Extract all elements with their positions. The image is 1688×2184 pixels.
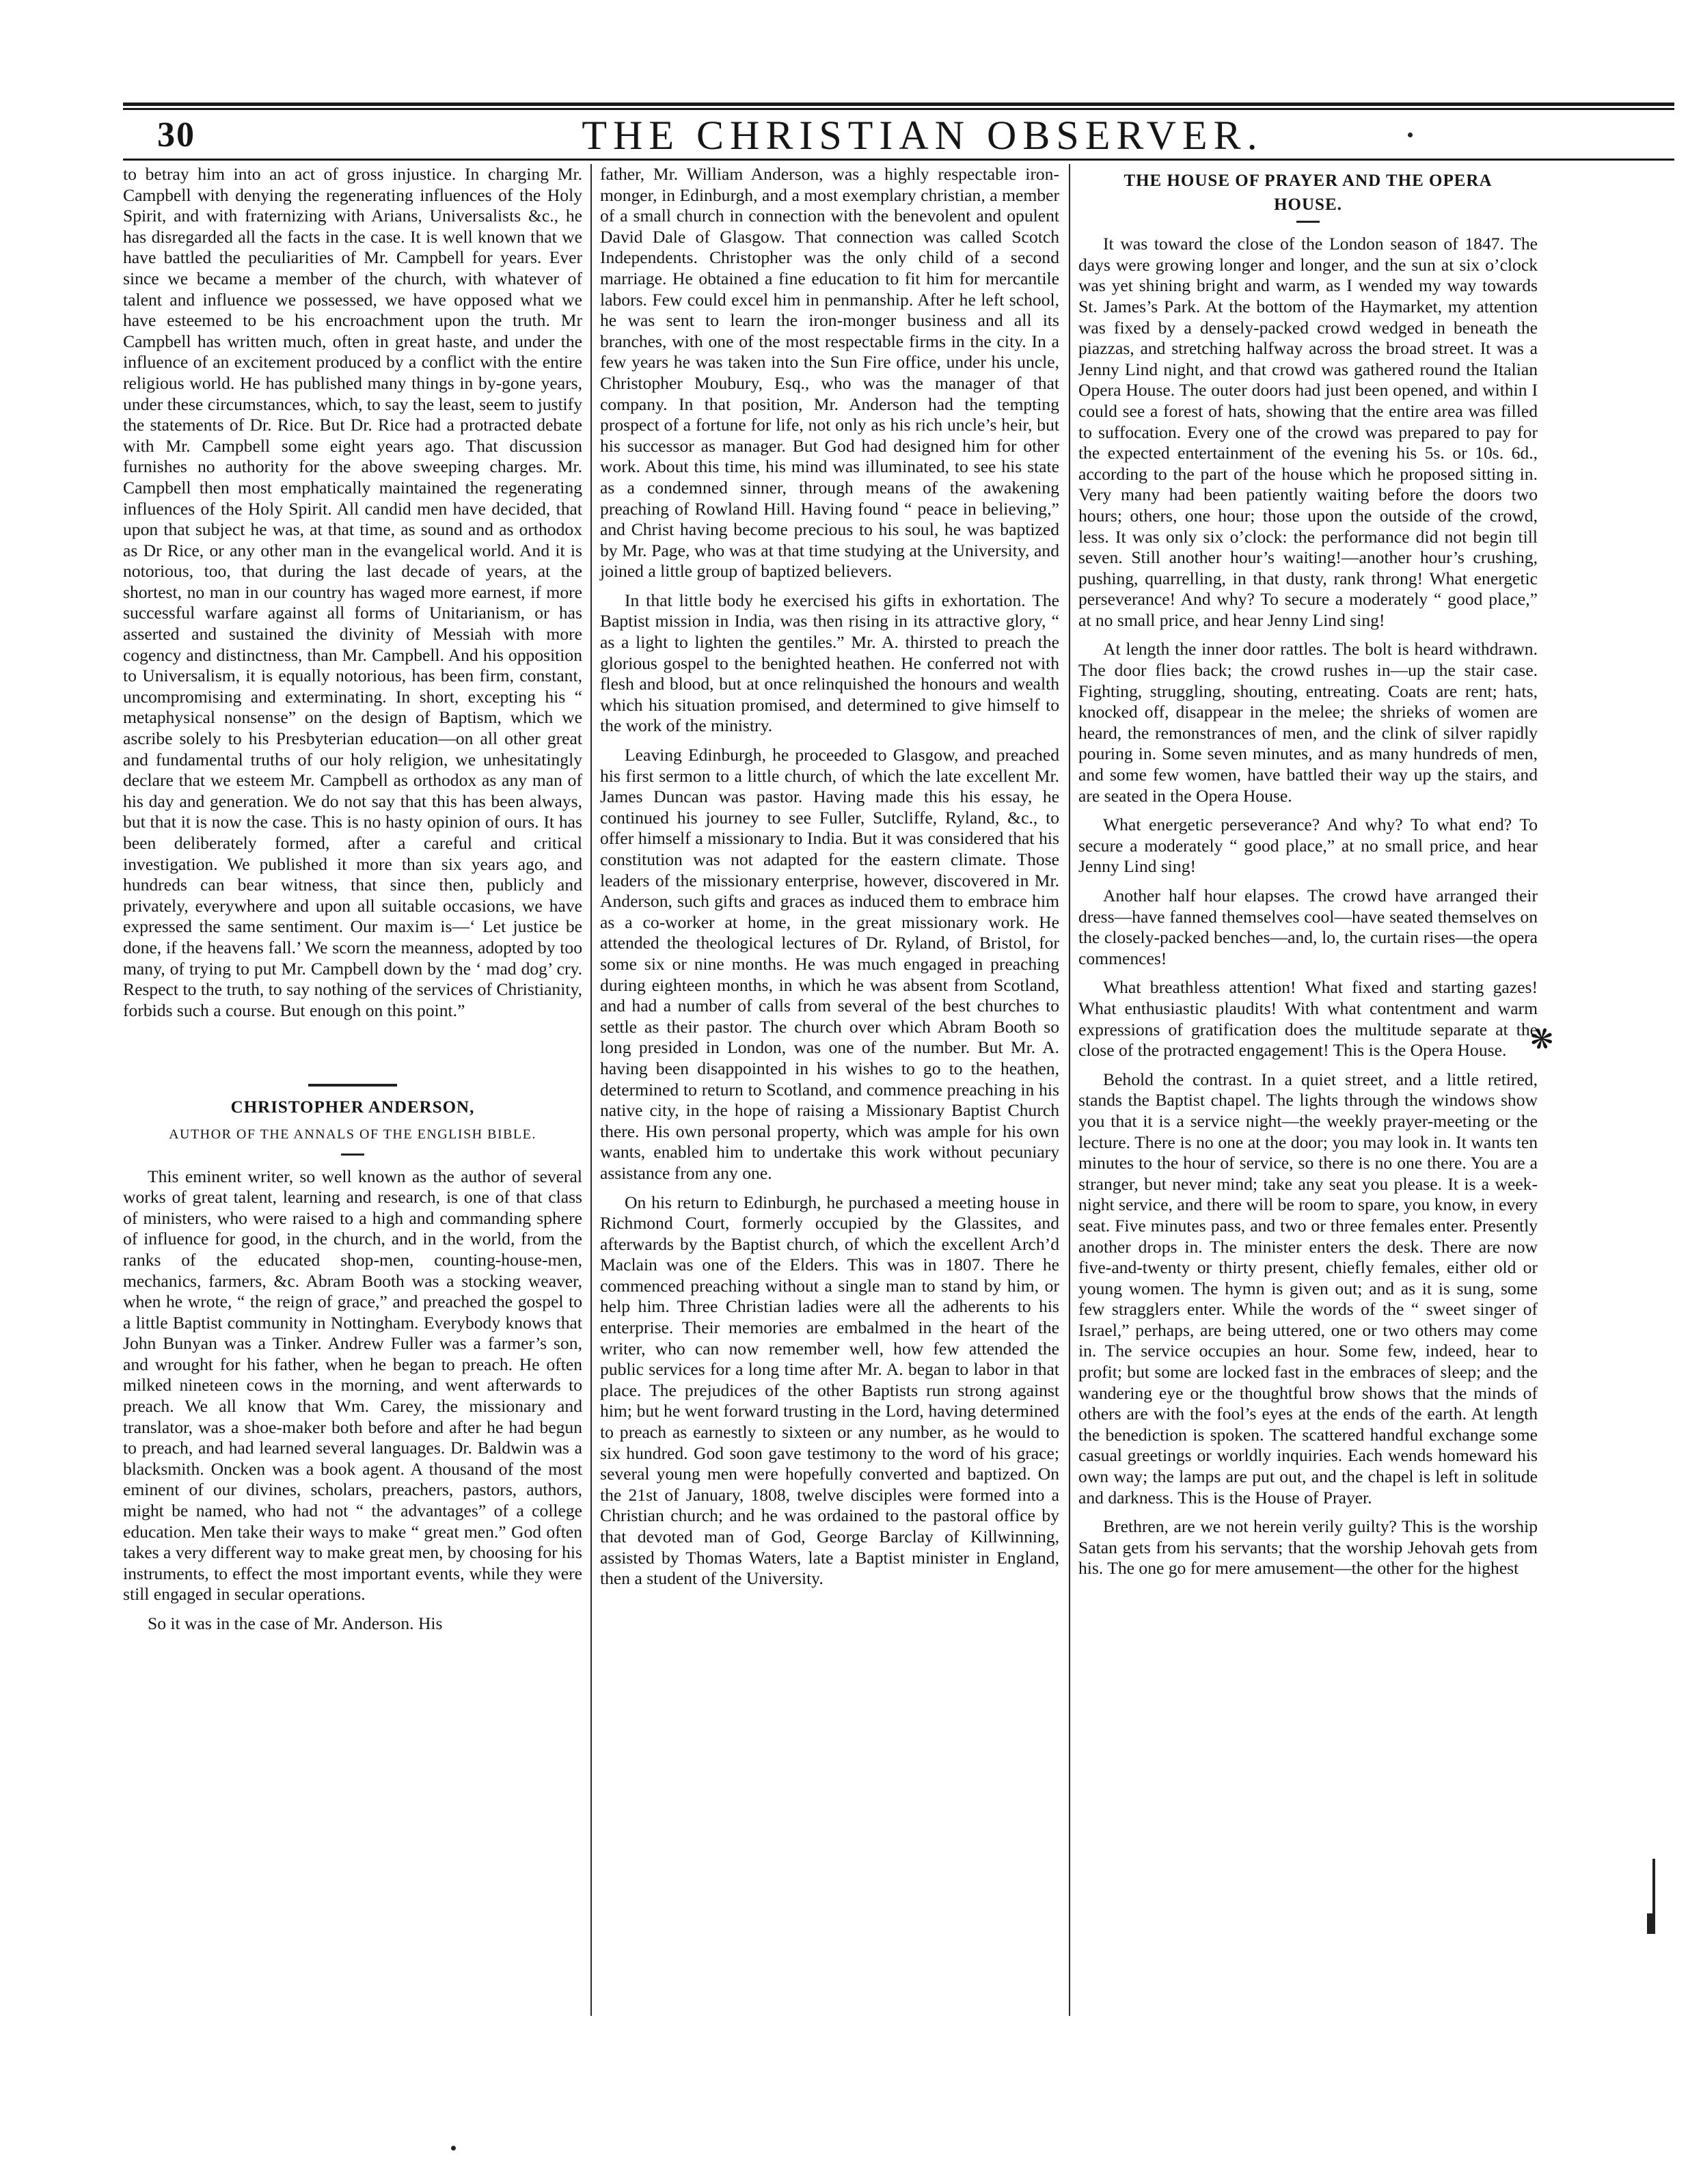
- article-text: This eminent writer, so well known as the author of several works of great talent, learning and research, is one of that class of ministers, who were raised to a high and commanding sphere of influence for good, in the church, and in the world, from the ranks of the educated shop-men, counting-house-men, mechanics, farmers, &c. Abram Booth was a stocking weaver, when he wrote, “ the reign of grace,” and preached the gospel to a little Baptist community in Nottingham. Everybody knows that John Bunyan was a Tinker. Andrew Fuller was a farmer’s son, and wrought for his father, when he began to preach. He often milked nineteen cows in the morning, and went afterwards to preach. We all know that Wm. Carey, the missionary and translator, was a shoe-maker both before and after he had begun to preach, and had learned several languages. Dr. Baldwin was a blacksmith. Oncken was a book agent. A thousand of the most eminent of our divines, scholars, preachers, pastors, authors, might be named, who had not “ the advantages” of a college education. Men take their ways to make “ great men.” God often takes a very different way to make great men, by choosing for his instruments, to effect the most important events, while they were still engaged in secular operations.: [123, 1166, 582, 1605]
- article-text: Leaving Edinburgh, he proceeded to Glasgow, and preached his first sermon to a little church, of which the late excellent Mr. James Duncan was pastor. Having made this his essay, he continued his journey to see Fuller, Sutcliffe, Ryland, &c., to offer himself a missionary to India. But it was considered that his constitution was not adapted for the eastern climate. Those leaders of the missionary enterprise, however, discovered in Mr. Anderson, such gifts and graces as induced them to embrace him as a co-worker at home, in the great missionary work. He attended the theological lectures of Dr. Ryland, of Bristol, for some six or nine months. He was much engaged in preaching during eighteen months, in which he was absent from Scotland, and had a number of calls from several of the best churches to settle as their pastor. The church over which Abram Booth so long presided in London, was one of the number. But Mr. A. having been disappointed in his wishes to go to the heathen, determined to return to Scotland, and commence preaching in his native city, in the hope of raising a Missionary Baptist Church there. His own personal property, which was ample for his own wants, enabled him to undertake this work without pecuniary assistance from any one.: [600, 745, 1059, 1183]
- margin-mark: [1647, 1913, 1654, 1934]
- print-speck: [1408, 133, 1413, 137]
- article-heading-line-2: HOUSE.: [1274, 195, 1342, 214]
- header-bottom-rule: [123, 159, 1674, 161]
- column-divider-left: [590, 164, 592, 2016]
- article-text: What breathless attention! What fixed and starting gazes! What enthusiastic plaudits! With what contentment and warm expressions of gratification does the multitude separate at the close of the protracted engagement! This is the Opera House.: [1078, 977, 1538, 1061]
- article-text: In that little body he exercised his gifts in exhortation. The Baptist mission in India, was then rising in its attractive glory, “ as a light to lighten the gentiles.” Mr. A. thirsted to preach the glorious gospel to the benighted heathen. He conferred not with flesh and blood, but at once relinquished the honours and wealth which his situation promised, and determined to give himself to the work of the ministry.: [600, 590, 1059, 736]
- section-rule: [308, 1084, 397, 1087]
- fleuron-icon: ❋: [1524, 1021, 1558, 1059]
- article-text: father, Mr. William Anderson, was a highly respectable iron-monger, in Edinburgh, and a most exemplary christian, a member of a small church in connection with the benevolent and opulent David Dale of Glasgow. That connection was called Scotch Independents. Christopher was the only child of a second marriage. He obtained a fine education to fit him for mercantile labors. Few could excel him in penmanship. After he left school, he was sent to learn the iron-monger business and all its branches, with one of the most respectable firms in the city. In a few years he was taken into the Sun Fire office, under his uncle, Christopher Moubury, Esq., who was the manager of that company. In that position, Mr. Anderson had the tempting prospect of a fortune for life, not only as his rich uncle’s heir, but his successor as manager. But God had designed him for other work. About this time, his mind was illuminated, to see his state as a condemned sinner, through means of the awakening preaching of Rowland Hill. Having found “ peace in believing,” and Christ having become precious to his soul, he was baptized by Mr. Page, who was at that time studying at the University, and joined a little group of baptized believers.: [600, 164, 1059, 582]
- print-speck: [451, 2146, 456, 2151]
- page-number: 30: [157, 115, 195, 154]
- article-heading-line-1: THE HOUSE OF PRAYER AND THE OPERA: [1124, 172, 1493, 190]
- header-top-rule: [123, 103, 1674, 106]
- heading-dash: [1296, 221, 1320, 223]
- column-2: [600, 164, 1059, 1598]
- spacer: [123, 1029, 582, 1084]
- article-text: Behold the contrast. In a quiet street, and a little retired, stands the Baptist chapel. The lights through the windows show you that it is a service night—the weekly prayer-meeting or the lecture. There is no one at the door; you may look in. It wants ten minutes to the hour of service, so there is no one there. You are a stranger, but never mind; take any seat you please. It is a week-night service, and there will be room to spare, you know, in every seat. Five minutes pass, and two or three females enter. Presently another drops in. The minister enters the desk. There are now five-and-twenty or thirty present, chiefly females, either old or young women. The hymn is given out; and as it is sung, some few stragglers enter. While the words of the “ sweet singer of Israel,” perhaps, are being uttered, one or two others may come in. The service occupies an hour. Some few, indeed, hear to profit; but some are locked fast in the embraces of sleep; and the wandering eye or the thoughtful brow shows that the minds of others are with the fool’s eyes at the ends of the earth. At length the benediction is spoken. The scattered handful exchange some casual greetings or worldly inquiries. Each wends homeward his own way; the lamps are put out, and the chapel is left in solitude and darkness. This is the House of Prayer.: [1078, 1069, 1538, 1507]
- article-text: At length the inner door rattles. The bolt is heard withdrawn. The door flies back; the crowd rushes in—up the stair case. Fighting, struggling, shouting, entreating. Coats are rent; hats, knocked off, disappear in the melee; the shrieks of women are heard, the remonstrances of men, and the clink of silver rapidly pouring in. Some seven minutes, and as many hundreds of men, and some few women, have battled their way up the stairs, and are seated in the Opera House.: [1078, 639, 1538, 806]
- article-text: to betray him into an act of gross injustice. In charging Mr. Campbell with denying the regenerating influences of the Holy Spirit, and with fraternizing with Arians, Universalists &c., he has disregarded all the facts in the case. It is well known that we have battled the peculiarities of Mr. Campbell for years. Ever since we became a member of the church, with whatever of talent and influence we possessed, we have opposed what we have esteemed to be his encroachment upon the truth. Mr Campbell has written much, often in great haste, and under the influence of an excitement produced by a conflict with the entire religious world. He has published many things in by-gone years, under these circumstances, which, to say the least, seem to justify the statements of Dr. Rice. But Dr. Rice had a protracted debate with Mr. Campbell some eight years ago. That discussion furnishes no authority for the above sweeping charges. Mr. Campbell then most emphatically maintained the regenerating influences of the Holy Spirit. All candid men have decided, that upon that subject he was, at that time, as sound and as orthodox as Dr Rice, or any other man in the evangelical world. And it is notorious, too, that during the last decade of years, at the shortest, no man in our country has waged more earnest, if more successful warfare against all forms of Unitarianism, or has asserted and sustained the divinity of Messiah with more cogency and distinctness, than Mr. Campbell. And his opposition to Universalism, it is equally notorious, has been firm, constant, uncompromising and exterminating. In short, excepting his “ metaphysical nonsense” on the design of Baptism, which we ascribe solely to his Presbyterian education—on all other great and fundamental truths of our holy religion, we unhesitatingly declare that we esteem Mr. Campbell as orthodox as any man of his day and generation. We do not say that this has been always, but that it is now the case. This is no hasty opinion of ours. It has been deliberately formed, after a careful and critical investigation. We published it more than six years ago, and hundreds can bear witness, that since then, publicly and privately, everywhere and upon all suitable occasions, we have expressed the same sentiment. Our maxim is—‘ Let justice be done, if the heavens fall.’ We scorn the meanness, adopted by too many, of trying to put Mr. Campbell down by the ‘ mad dog’ cry. Respect to the truth, to say nothing of the services of Christianity, forbids such a course. But enough on this point.”: [123, 164, 582, 1020]
- running-title: THE CHRISTIAN OBSERVER.: [582, 113, 1264, 158]
- column-3: [1078, 164, 1538, 1587]
- article-subheading: AUTHOR OF THE ANNALS OF THE ENGLISH BIBLE.: [169, 1126, 536, 1142]
- article-heading: CHRISTOPHER ANDERSON,: [230, 1098, 475, 1117]
- article-text: On his return to Edinburgh, he purchased a meeting house in Richmond Court, formerly occupied by the Glassites, and afterwards by the Baptist church, of which the excellent Arch’d Maclain was one of the Elders. This was in 1807. There he commenced preaching without a single man to stand by him, or help him. Three Christian ladies were all the adherents to his enterprise. Their memories are embalmed in the heart of the writer, who can now remember well, how few attended the public services for a long time after Mr. A. began to labor in that place. The prejudices of the other Baptists run strong against him; but he went forward trusting in the Lord, having determined to preach as earnestly to sixteen or any number, as he would to six hundred. God soon gave testimony to the word of his grace; several young men were hopefully converted and baptized. On the 21st of January, 1808, twelve disciples were formed into a Christian church; and he was ordained to the pastoral office by that devoted man of God, George Barclay of Killwinning, assisted by Thomas Waters, late a Baptist minister in England, then a student of the University.: [600, 1192, 1059, 1589]
- heading-dash: [341, 1154, 364, 1156]
- header-top-rule-inner: [123, 108, 1674, 110]
- article-text: It was toward the close of the London season of 1847. The days were growing longer and longer, and the sun at six o’clock was yet shining bright and warm, as I wended my way towards St. James’s Park. At the bottom of the Haymarket, my attention was fixed by a densely-packed crowd wedged in beneath the piazzas, and stretching halfway across the broad street. It was a Jenny Lind night, and that crowd was gathered round the Italian Opera House. The outer doors had just been opened, and within I could see a forest of hats, showing that the entire area was filled to suffocation. Every one of the crowd was prepared to pay for the expected entertainment of the evening his 5s. or 10s. 6d., according to the part of the house which he proposed sitting in. Very many had been patiently waiting before the doors two hours; others, one hour; those upon the outside of the crowd, less. It was only six o’clock: the performance did not begin till seven. Still another hour’s waiting!—another hour’s crushing, pushing, quarrelling, in that dusty, rank throng! What energetic perseverance! And why? To secure a moderately “ good place,” at no small price, and hear Jenny Lind sing!: [1078, 234, 1538, 630]
- article-text: Another half hour elapses. The crowd have arranged their dress—have fanned themselves cool—have seated themselves on the closely-packed benches—and, lo, the curtain rises—the opera commences!: [1078, 886, 1538, 968]
- article-text: Brethren, are we not herein verily guilty? This is the worship Satan gets from his servants; that the worship Jehovah gets from his. The one go for mere amusement—the other for the highest: [1078, 1516, 1538, 1579]
- column-1: [123, 164, 582, 1643]
- column-divider-right: [1069, 164, 1070, 2016]
- article-text: So it was in the case of Mr. Anderson. His: [148, 1613, 443, 1633]
- article-text: What energetic perseverance? And why? To what end? To secure a moderately “ good place,” at no small price, and hear Jenny Lind sing!: [1078, 815, 1538, 877]
